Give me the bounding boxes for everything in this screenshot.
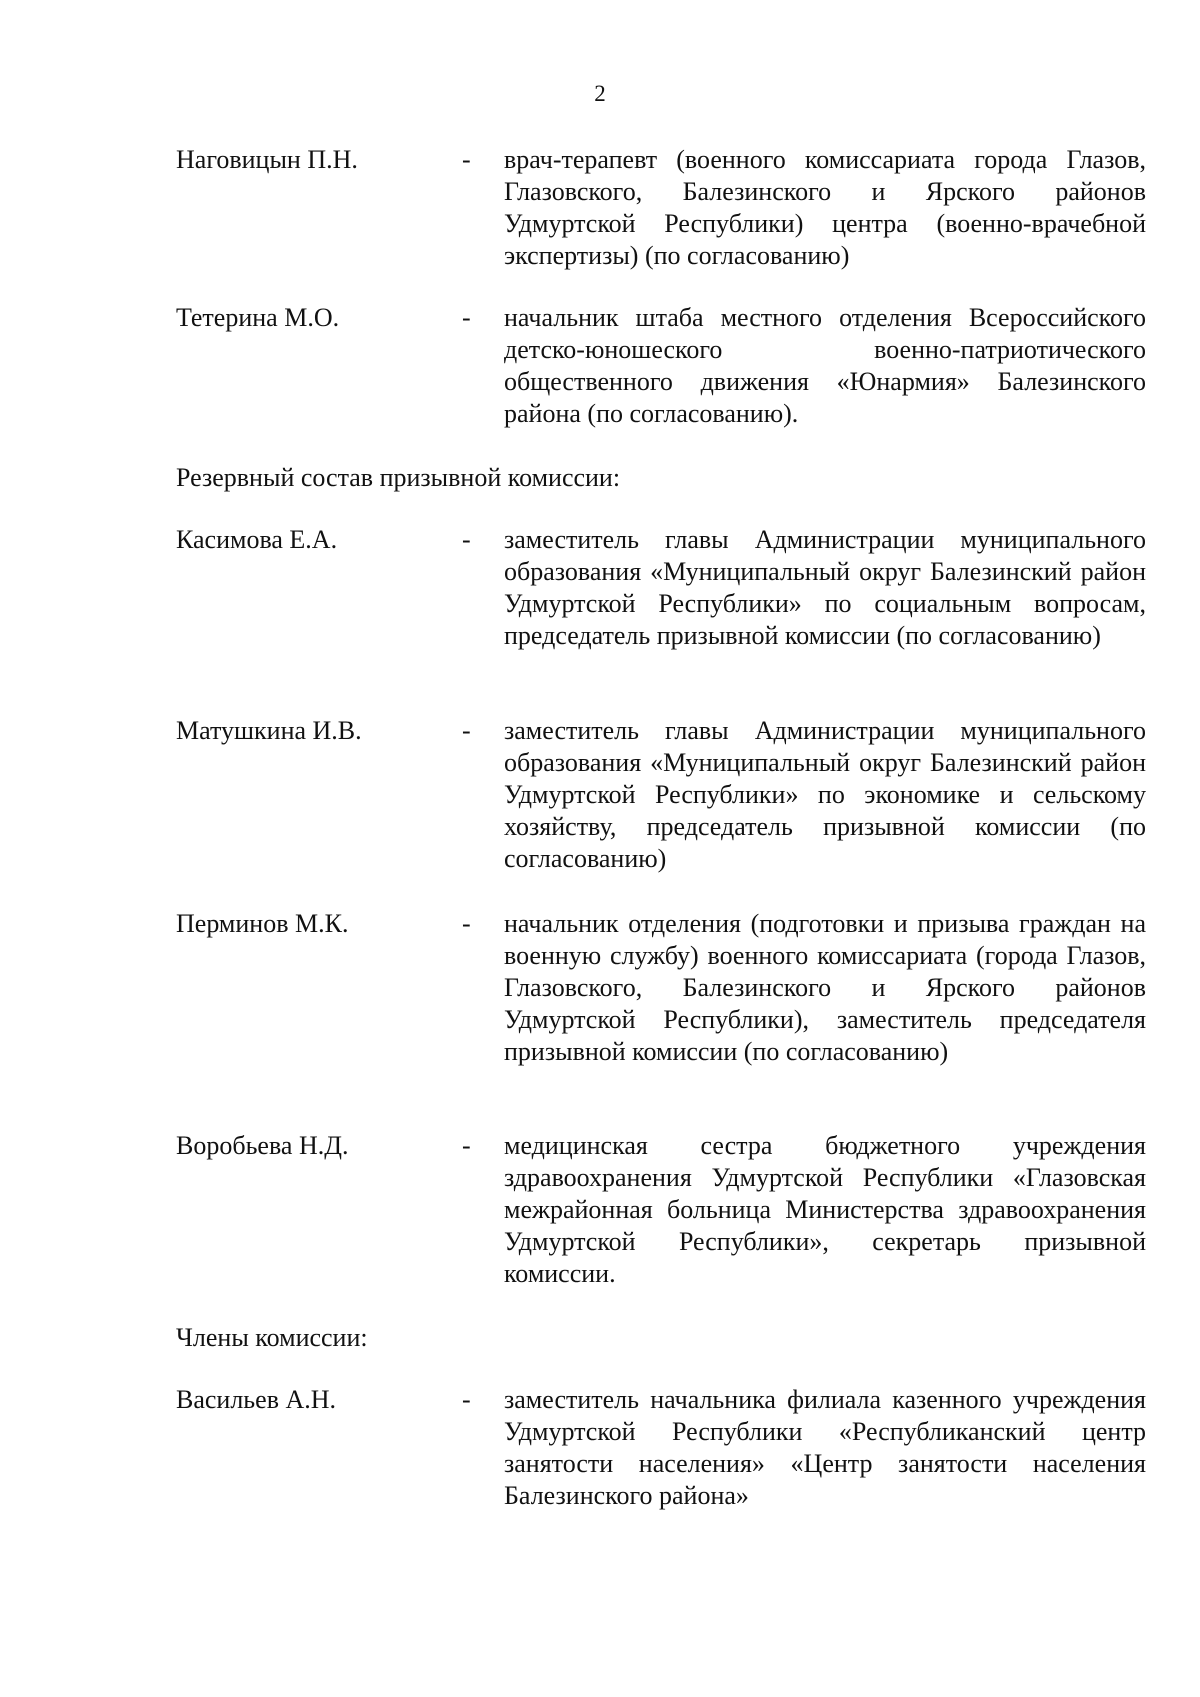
entry-dash: - [462,1131,471,1160]
members-section-heading: Члены комиссии: [176,1323,368,1352]
entry-name: Наговицын П.Н. [176,145,358,174]
entry-description: врач-терапевт (военного комиссариата города Глазов, Глазовского, Балезинского и Ярского районов Удмуртской Республики) центра (военно-врачебной экспертизы) (по согласованию) [504,145,1146,270]
commission-entry [0,908,1200,1066]
entry-description: заместитель главы Администрации муниципального образования «Муниципальный округ Балезинский район Удмуртской Республики» по социальным вопросам, председатель призывной комиссии (по согласованию) [504,525,1146,650]
entry-dash: - [462,525,471,554]
entry-name: Воробьева Н.Д. [176,1131,349,1160]
entry-description: начальник отделения (подготовки и призыва граждан на военную службу) военного комиссариата (города Глазов, Глазовского, Балезинского и Ярского районов Удмуртской Республики), заместитель председателя призывной комиссии (по согласованию) [504,909,1146,1066]
entry-name: Васильев А.Н. [176,1385,337,1414]
commission-entry [0,1384,1200,1510]
commission-entry [0,524,1200,650]
entry-dash: - [462,909,471,938]
entry-name: Тетерина М.О. [176,303,340,332]
entry-name: Касимова Е.А. [176,525,338,554]
entry-name: Перминов М.К. [176,909,349,938]
entry-description: медицинская сестра бюджетного учреждения здравоохранения Удмуртской Республики «Глазовская межрайонная больница Министерства здравоохранения Удмуртской Республики», секретарь призывной комиссии. [504,1131,1146,1288]
entry-description: заместитель главы Администрации муниципального образования «Муниципальный округ Балезинский район Удмуртской Республики» по экономике и сельскому хозяйству, председатель призывной комиссии (по согласованию) [504,716,1146,873]
entry-description: заместитель начальника филиала казенного учреждения Удмуртской Республики «Республиканский центр занятости населения» «Центр занятости населения Балезинского района» [504,1385,1146,1510]
reserve-section-heading: Резервный состав призывной комиссии: [176,463,621,492]
commission-entry [0,1130,1200,1288]
entry-dash: - [462,303,471,332]
entry-name: Матушкина И.В. [176,716,362,745]
entry-dash: - [462,145,471,174]
entry-dash: - [462,1385,471,1414]
entry-dash: - [462,716,471,745]
commission-entry [0,302,1200,428]
page-number: 2 [594,81,606,106]
commission-entry [0,715,1200,873]
entry-description: начальник штаба местного отделения Всероссийского детско-юношеского военно-патриотического общественного движения «Юнармия» Балезинского района (по согласованию). [504,303,1146,428]
commission-entry [0,144,1200,270]
